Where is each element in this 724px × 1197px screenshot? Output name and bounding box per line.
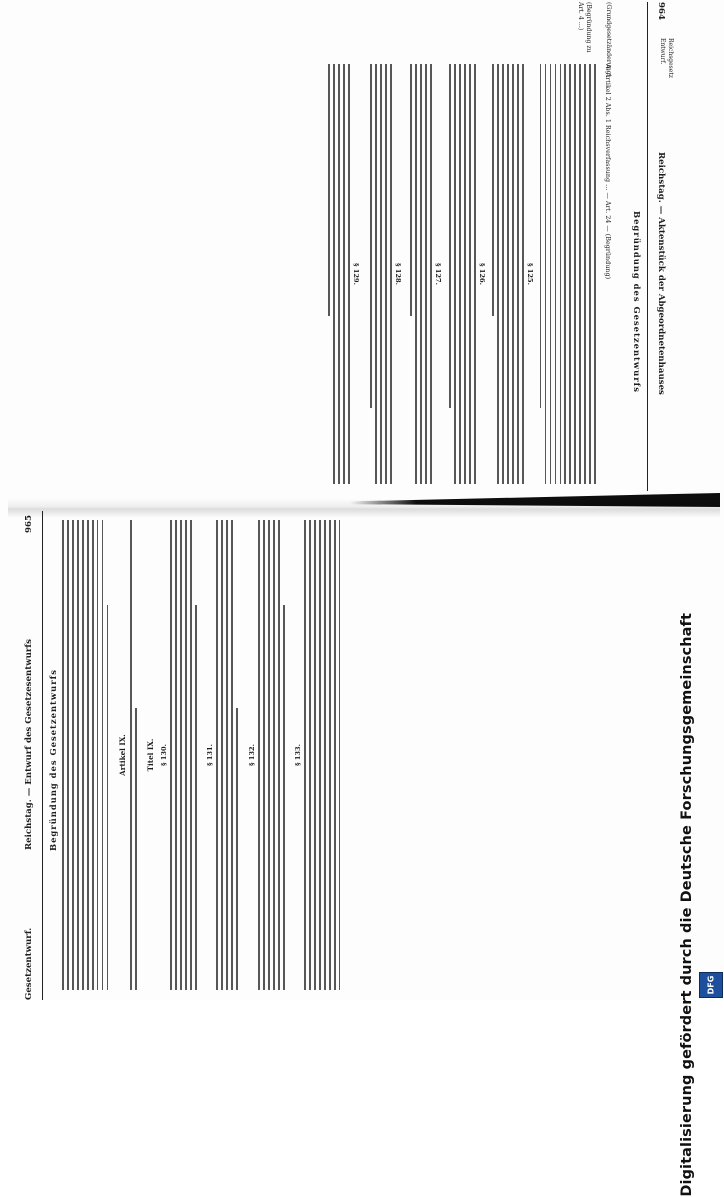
intro-line: A. Artikel 2 Abs. 1 Reichsverfassung … — Art. 24 — (Begründung): [604, 64, 612, 280]
section-heading: § 128.: [394, 263, 402, 285]
paragraph-block: [170, 520, 200, 990]
section-heading: § 133.: [294, 744, 302, 766]
paragraph-block: [325, 64, 350, 484]
paragraph-block: [258, 520, 288, 990]
running-head-title: Reichstag. — Aktenstück der Abgeordnetenhauses: [656, 152, 666, 395]
paragraph-block: [407, 64, 432, 484]
paragraph-block: [536, 64, 596, 484]
article-heading: Titel IX.: [146, 738, 155, 772]
paragraph-block: [304, 520, 344, 990]
paragraph-block: [216, 520, 241, 990]
paragraph-block: [367, 64, 392, 484]
page-number: 964: [656, 2, 666, 20]
section-heading: § 129.: [352, 263, 360, 285]
paragraph-block: [62, 520, 112, 990]
side-note: (Begründung zu Art. 4 …): [577, 2, 592, 53]
page-subtitle: Begründung des Gesetzentwurfs: [48, 669, 58, 851]
section-heading: § 132.: [248, 744, 256, 766]
article-heading: Artikel IX.: [118, 734, 127, 776]
margin-label: Reichsgesetz Entwurf.: [659, 38, 674, 78]
section-heading: § 130.: [160, 744, 168, 766]
section-heading: § 131.: [206, 744, 214, 766]
paragraph-block: [130, 520, 140, 990]
page-number: 965: [24, 515, 34, 533]
running-head-title: Reichstag. — Entwurf des Gesetzesentwurfs: [24, 639, 34, 850]
section-heading: § 127.: [434, 263, 442, 285]
upper-page-rotated: [314, 2, 672, 491]
dfg-logo: [699, 972, 723, 998]
paragraph-block: [489, 64, 524, 484]
page-subtitle: Begründung des Gesetzentwurfs: [632, 211, 642, 393]
digitization-credit: Digitalisierung gefördert durch die Deutsche Forschungsgemeinschaft: [679, 613, 695, 1197]
margin-label: Gesetzentwurf.: [24, 927, 34, 1000]
paragraph-block: [446, 64, 476, 484]
section-heading: § 125.: [526, 263, 534, 285]
running-head: [18, 511, 43, 1000]
section-heading: § 126.: [478, 263, 486, 285]
lower-page-rotated: [18, 511, 376, 1000]
dfg-logo-text: DFG: [706, 975, 716, 995]
side-note: (Grundgesetzänderung): [605, 2, 612, 78]
